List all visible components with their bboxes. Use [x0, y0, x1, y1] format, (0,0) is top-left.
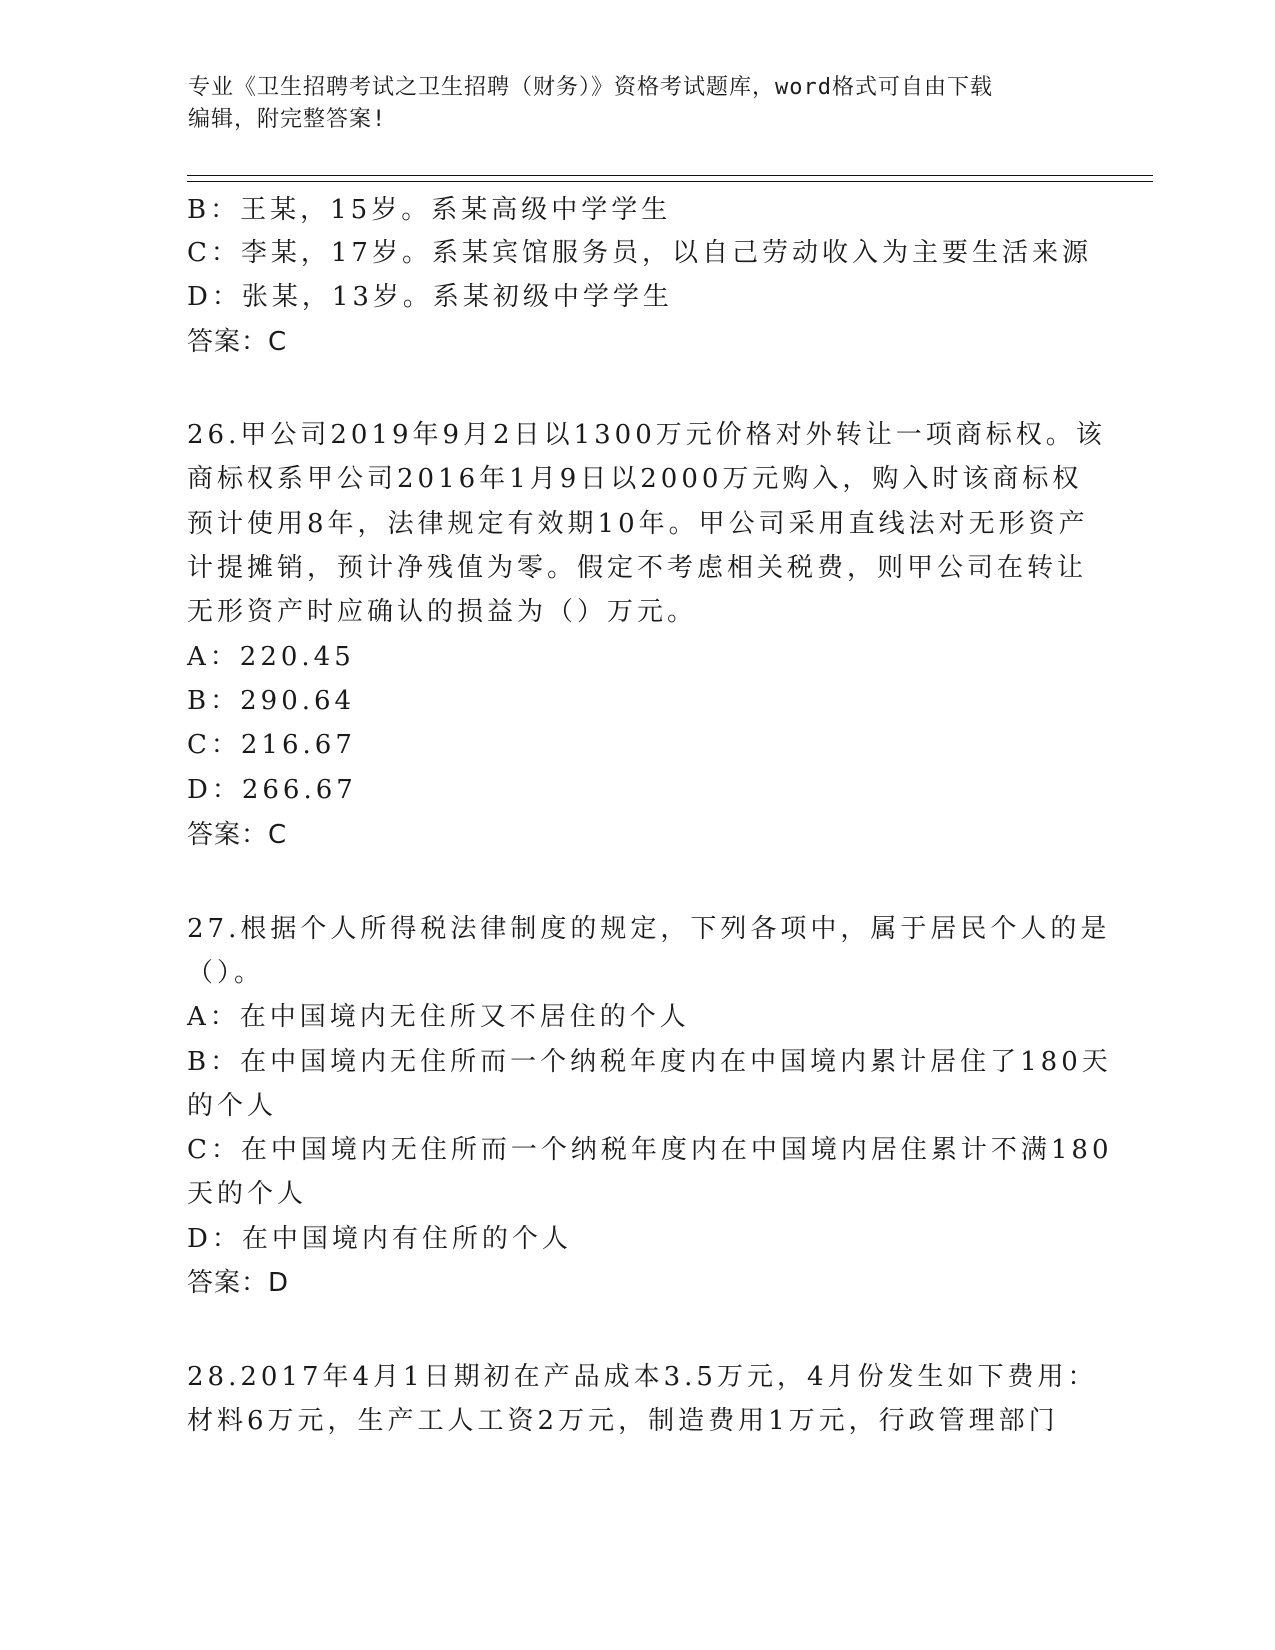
q27-answer: 答案：D [187, 1268, 290, 1298]
q26-option-d: D：266.67 [187, 775, 357, 805]
q26-stem-line-5: 无形资产时应确认的损益为（）万元。 [187, 597, 698, 627]
q27-option-b-line-2: 的个人 [187, 1091, 278, 1121]
q27-option-c-line-1: C：在中国境内无住所而一个纳税年度内在中国境内居住累计不满180 [187, 1135, 1113, 1165]
q25-option-c: C：李某，17岁。系某宾馆服务员，以自己劳动收入为主要生活来源 [187, 238, 1092, 268]
header-divider-top [187, 175, 1153, 176]
q26-stem-line-4: 计提摊销，预计净残值为零。假定不考虑相关税费，则甲公司在转让 [187, 553, 1088, 583]
q27-option-c-line-2: 天的个人 [187, 1179, 308, 1209]
q26-stem-line-2: 商标权系甲公司2016年1月9日以2000万元购入，购入时该商标权 [187, 464, 1083, 494]
page-header [188, 72, 1088, 136]
q26-option-a: A：220.45 [187, 642, 355, 672]
q28-stem-line-2: 材料6万元，生产工人工资2万元，制造费用1万元，行政管理部门 [187, 1406, 1059, 1436]
q27-stem-line-2: （）。 [187, 958, 265, 988]
q25-option-b: B：王某，15岁。系某高级中学学生 [187, 195, 672, 225]
q27-option-b-line-1: B：在中国境内无住所而一个纳税年度内在中国境内累计居住了180天 [187, 1047, 1112, 1077]
header-line-1: 专业《卫生招聘考试之卫生招聘（财务）》资格考试题库，word格式可自由下载 [188, 75, 993, 100]
header-divider-bottom [187, 181, 1153, 182]
q25-option-d: D：张某，13岁。系某初级中学学生 [187, 282, 673, 312]
q26-stem-line-3: 预计使用8年，法律规定有效期10年。甲公司采用直线法对无形资产 [187, 509, 1089, 539]
q26-stem-line-1: 26.甲公司2019年9月2日以1300万元价格对外转让一项商标权。该 [187, 420, 1106, 450]
q27-stem-line-1: 27.根据个人所得税法律制度的规定，下列各项中，属于居民个人的是 [187, 914, 1111, 944]
q27-option-a: A：在中国境内无住所又不居住的个人 [187, 1002, 690, 1032]
q28-stem-line-1: 28.2017年4月1日期初在产品成本3.5万元，4月份发生如下费用： [187, 1362, 1098, 1392]
q26-option-b: B：290.64 [187, 686, 356, 716]
header-line-2: 编辑，附完整答案! [188, 107, 387, 132]
q26-option-c: C：216.67 [187, 730, 356, 760]
q27-option-d: D：在中国境内有住所的个人 [187, 1224, 572, 1254]
q25-answer: 答案：C [187, 327, 288, 357]
q26-answer: 答案：C [187, 820, 288, 850]
